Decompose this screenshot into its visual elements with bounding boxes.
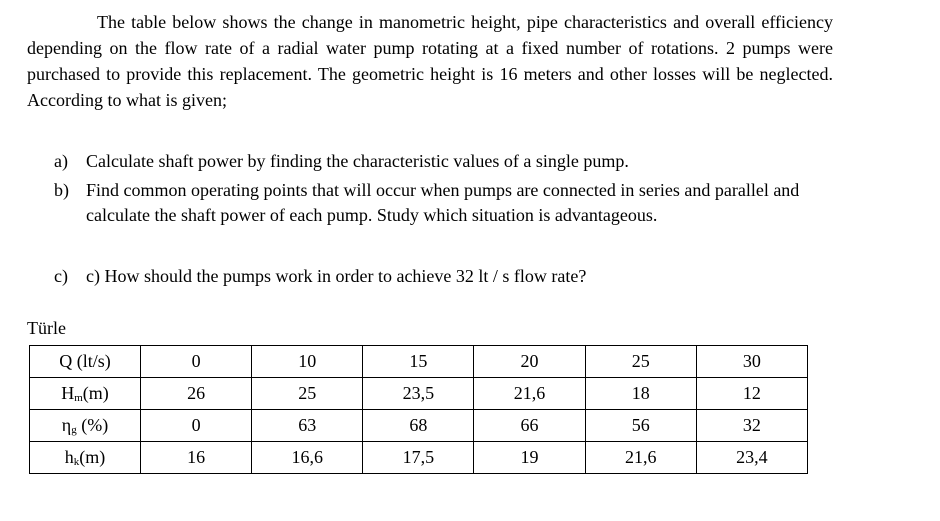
row-header-efficiency: $\eta_g$ (%) xyxy=(30,410,141,442)
question-a-label: a) xyxy=(54,151,68,171)
row-header-flow: Q (lt/s) xyxy=(30,346,141,378)
table-cell: 25 xyxy=(585,346,696,378)
problem-intro: The table below shows the change in manometric height, pipe characteristics and overall efficiency depending on the flow rate of a radial water pump rotating at a fixed number of rotations. 2 pumps were purchased to provide this replacement. The geometric height is 16 meters and other losses will be neglected. According to what is given; xyxy=(27,12,833,110)
table-row-flow xyxy=(30,346,808,378)
question-b xyxy=(54,178,834,228)
table-cell: 21,6 xyxy=(585,442,696,474)
table-cell: 26 xyxy=(141,378,252,410)
question-b-text: Find common operating points that will occur when pumps are connected in series and parallel and calculate the shaft power of each pump. Study which situation is advantageous. xyxy=(86,180,800,225)
table-cell: 15 xyxy=(363,346,474,378)
table-caption: Türle xyxy=(27,318,66,338)
table-cell: 56 xyxy=(585,410,696,442)
table-cell: 66 xyxy=(474,410,585,442)
table-row-head xyxy=(30,378,808,410)
question-c-text: c) How should the pumps work in order to achieve 32 lt / s flow rate? xyxy=(86,266,587,286)
question-c xyxy=(54,264,814,289)
table-cell: 21,6 xyxy=(474,378,585,410)
table-cell: 68 xyxy=(363,410,474,442)
question-a-text: Calculate shaft power by finding the characteristic values of a single pump. xyxy=(86,151,629,171)
row-header-manometric-height: $H_m(m)$ xyxy=(30,378,141,410)
table-cell: 25 xyxy=(252,378,363,410)
question-c-label: c) xyxy=(54,266,68,286)
table-cell: 18 xyxy=(585,378,696,410)
pump-data-table xyxy=(29,345,808,474)
table-cell: 12 xyxy=(696,378,807,410)
table-cell: 63 xyxy=(252,410,363,442)
question-b-label: b) xyxy=(54,180,69,200)
row-header-pipe-characteristic: $h_k(m)$ xyxy=(30,442,141,474)
table-row-pipe-characteristic xyxy=(30,442,808,474)
table-cell: 0 xyxy=(141,410,252,442)
table-cell: 19 xyxy=(474,442,585,474)
table-cell: 16,6 xyxy=(252,442,363,474)
table-cell: 10 xyxy=(252,346,363,378)
table-cell: 30 xyxy=(696,346,807,378)
table-row-efficiency xyxy=(30,410,808,442)
table-cell: 23,5 xyxy=(363,378,474,410)
table-cell: 16 xyxy=(141,442,252,474)
question-a xyxy=(54,149,814,174)
table-cell: 23,4 xyxy=(696,442,807,474)
table-cell: 17,5 xyxy=(363,442,474,474)
table-cell: 32 xyxy=(696,410,807,442)
table-cell: 0 xyxy=(141,346,252,378)
table-cell: 20 xyxy=(474,346,585,378)
